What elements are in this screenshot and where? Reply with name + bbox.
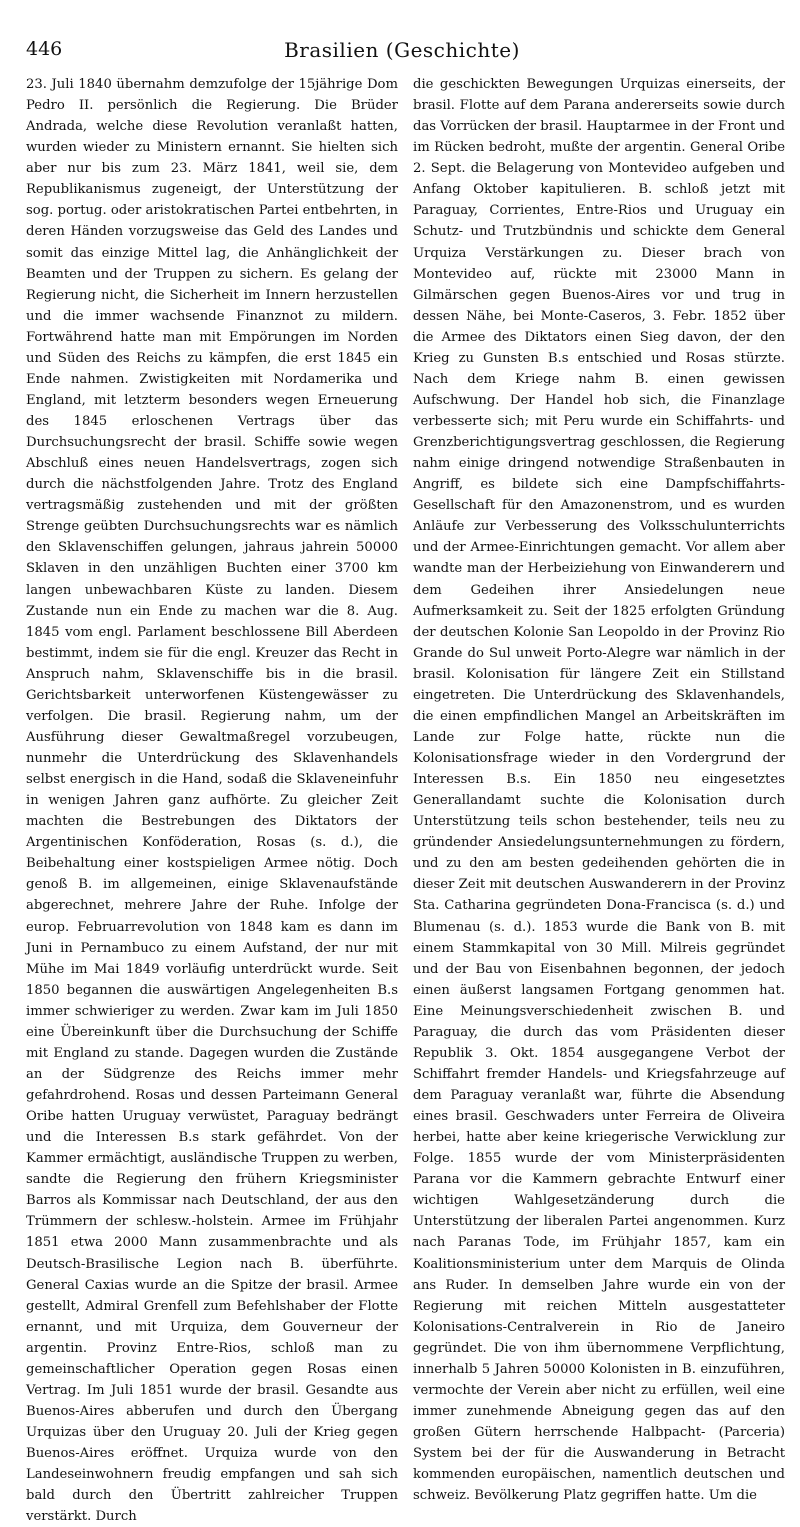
left-column-text: 23. Juli 1840 übernahm demzufolge der 15jährige Dom Pedro II. persönlich die Regierung. Die Brüder Andrada, welche diese Revolution veranlaßt hatten, wurden wieder zu Ministern ernannt. Sie hielten sich aber nur bis zum 23. März 1841, weil sie, dem Republikanismus zugeneigt, der Unterstützung der sog. portug. oder aristokratischen Partei entbehrten, in deren Händen vorzugsweise das Geld des Landes und somit das einzige Mittel lag, die Anhänglichkeit der Beamten und der Truppen zu sichern. Es gelang der Regierung nicht, die Sicherheit im Innern herzustellen und die immer wachsende Finanznot zu mildern. Fortwährend hatte man mit Empörungen im Norden und Süden des Reichs zu kämpfen, die erst 1845 ein Ende nahmen. Zwistigkeiten mit Nordamerika und England, mit letzterm besonders wegen Erneuerung des 1845 erloschenen Vertrags über das Durchsuchungsrecht der brasil. Schiffe sowie wegen Abschluß eines neuen Handelsvertrags, zogen sich durch die nächstfolgenden Jahre. Trotz des England vertragsmäßig zustehenden und mit der größten Strenge geübten Durchsuchungsrechts war es nämlich den Sklavenschiffen gelungen, jahraus jahrein 50000 Sklaven in den unzähligen Buchten einer 3700 km langen unbewachbaren Küste zu landen. Diesem Zustande nun ein Ende zu machen war die 8. Aug. 1845 vom engl. Parlament beschlossene Bill Aberdeen bestimmt, indem sie für die engl. Kreuzer das Recht in Anspruch nahm, Sklavenschiffe bis in die brasil. Gerichtsbarkeit unterworfenen Küstengewässer zu verfolgen. Die brasil. Regierung nahm, um der Ausführung dieser Gewaltmaßregel vorzubeugen, nunmehr die Unterdrückung des Sklavenhandels selbst energisch in die Hand, sodaß die Sklaveneinfuhr in wenigen Jahren ganz aufhörte. Zu gleicher Zeit machten die Bestrebungen des Diktators der Argentinischen Konföderation, Rosas (s. d.), die Beibehaltung einer kostspieligen Armee nötig. Doch genoß B. im allgemeinen, einige Sklavenaufstände abgerechnet, mehrere Jahre der Ruhe. Infolge der europ. Februarrevolution von 1848 kam es dann im Juni in Pernambuco zu einem Aufstand, der nur mit Mühe im Mai 1849 vorläufig unterdrückt wurde. Seit 1850 begannen die auswärtigen Angelegenheiten B.s immer schwieriger zu werden. Zwar kam im Juli 1850 eine Übereinkunft über die Durchsuchung der Schiffe mit England zu stande. Dagegen wurden die Zustände an der Südgrenze des Reichs immer mehr gefahrdrohend. Rosas und dessen Parteimann General Oribe hatten Uruguay verwüstet, Paraguay bedrängt und die Interessen B.s stark gefährdet. Von der Kammer ermächtigt, ausländische Truppen zu werben, sandte die Regierung den frühern Kriegsminister Barros als Kommissar nach Deutschland, der aus den Trümmern der schlesw.-holstein. Armee im Frühjahr 1851 etwa 2000 Mann zusammenbrachte und als Deutsch-Brasilische Legion nach B. überführte. General Caxias wurde an die Spitze der brasil. Armee gestellt, Admiral Grenfell zum Befehlshaber der Flotte ernannt, und mit Urquiza, dem Gouverneur der argentin. Provinz Entre-Rios, schloß man zu gemeinschaftlicher Operation gegen Rosas einen Vertrag. Im Juli 1851 wurde der brasil. Gesandte aus Buenos-Aires abberufen und durch den Übergang Urquizas über den Uruguay 20. Juli der Krieg gegen Buenos-Aires eröffnet. Urquiza wurde von den Landeseinwohnern freudig empfangen und sah sich bald durch den Übertritt zahlreicher Truppen verstärkt. Durch [26,77,399,1525]
right-column-text: die geschickten Bewegungen Urquizas einerseits, der brasil. Flotte auf dem Parana andererseits sowie durch das Vorrücken der brasil. Hauptarmee in der Front und im Rücken bedroht, mußte der argentin. General Oribe 2. Sept. die Belagerung von Montevideo aufgeben und Anfang Oktober kapitulieren. B. schloß jetzt mit Paraguay, Corrientes, Entre-Rios und Uruguay ein Schutz- und Trutzbündnis und schickte dem General Urquiza Verstärkungen zu. Dieser brach von Montevideo auf, rückte mit 23000 Mann in Gilmärschen gegen Buenos-Aires vor und trug in dessen Nähe, bei Monte-Caseros, 3. Febr. 1852 über die Armee des Diktators einen Sieg davon, der den Krieg zu Gunsten B.s entschied und Rosas stürzte. Nach dem Kriege nahm B. einen gewissen Aufschwung. Der Handel hob sich, die Finanzlage verbesserte sich; mit Peru wurde ein Schiffahrts- und Grenzberichtigungsvertrag geschlossen, die Regierung nahm einige dringend notwendige Straßenbauten in Angriff, es bildete sich eine Dampfschiffahrts-Gesellschaft für den Amazonenstrom, und es wurden Anläufe zur Verbesserung des Volksschulunterrichts und der Armee-Einrichtungen gemacht. Vor allem aber wandte man der Herbeiziehung von Einwanderern und dem Gedeihen ihrer Ansiedelungen neue Aufmerksamkeit zu. Seit der 1825 erfolgten Gründung der deutschen Kolonie San Leopoldo in der Provinz Rio Grande do Sul unweit Porto-Alegre war nämlich in der brasil. Kolonisation für längere Zeit ein Stillstand eingetreten. Die Unterdrückung des Sklavenhandels, die einen empfindlichen Mangel an Arbeitskräften im Lande zur Folge hatte, rückte nun die Kolonisationsfrage wieder in den Vordergrund der Interessen B.s. Ein 1850 neu eingesetztes Generallandamt suchte die Kolonisation durch Unterstützung teils schon bestehender, teils neu zu gründender Ansiedelungsunternehmungen zu fördern, und zu den am besten gedeihenden gehörten die in dieser Zeit mit deutschen Auswanderern in der Provinz Sta. Catharina gegründeten Dona-Francisca (s. d.) und Blumenau (s. d.). 1853 wurde die Bank von B. mit einem Stammkapital von 30 Mill. Milreis gegründet und der Bau von Eisenbahnen begonnen, der jedoch einen äußerst langsamen Fortgang genommen hat. Eine Meinungsverschiedenheit zwischen B. und Paraguay, die durch das vom Präsidenten dieser Republik 3. Okt. 1854 ausgegangene Verbot der Schiffahrt fremder Handels- und Kriegsfahrzeuge auf dem Paraguay veranlaßt war, führte die Absendung eines brasil. Geschwaders unter Ferreira de Oliveira herbei, hatte aber keine kriegerische Verwicklung zur Folge. 1855 wurde der vom Ministerpräsidenten Parana vor die Kammern gebrachte Entwurf einer wichtigen Wahlgesetzänderung durch die Unterstützung der liberalen Partei angenommen. Kurz nach Paranas Tode, im Frühjahr 1857, kam ein Koalitionsministerium unter dem Marquis de Olinda ans Ruder. In demselben Jahre wurde ein von der Regierung mit reichen Mitteln ausgestatteter Kolonisations-Centralverein in Rio de Janeiro gegründet. Die von ihm übernommene Verpflichtung, innerhalb 5 Jahren 50000 Kolonisten in B. einzuführen, vermochte der Verein aber nicht zu erfüllen, weil eine immer zunehmende Abneigung gegen das auf den großen Gütern herrschende Halbpacht- (Parceria) System bei der für die Auswanderung in Betracht kommenden europäischen, namentlich deutschen und schweiz. Bevölkerung Platz gegriffen hatte. Um die [413,77,785,1504]
running-title: Brasilien (Geschichte) [284,38,520,62]
page-header [26,38,778,68]
left-column [26,74,399,1525]
page-number: 446 [26,38,63,60]
right-column [413,74,785,1504]
